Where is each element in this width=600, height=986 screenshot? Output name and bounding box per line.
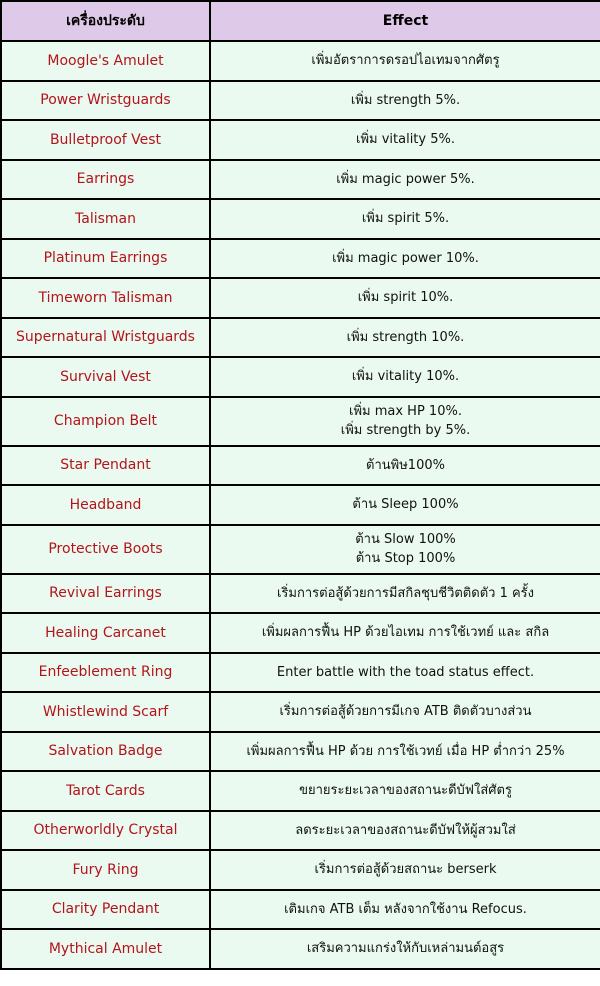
effect-line: เพิ่ม strength by 5%. [340,423,471,438]
effect-line: เพิ่มผลการฟื้น HP ด้วยไอเทม การใช้เวทย์ และ สกิล [261,625,550,641]
table-row [1,239,600,279]
table-row [1,574,600,614]
item-effect [210,318,600,358]
table-row [1,81,600,121]
effect-line: เพิ่ม strength 5%. [350,92,461,108]
effect-line: เพิ่ม magic power 5%. [336,171,475,187]
item-effect [210,732,600,772]
header-effect: Effect [210,1,600,41]
item-effect [210,525,600,574]
item-effect [210,397,600,446]
item-effect [210,81,600,121]
item-name: Protective Boots [1,525,210,574]
effect-line: Enter battle with the toad status effect. [276,664,535,680]
table-row [1,929,600,969]
item-effect [210,239,600,279]
item-name: Bulletproof Vest [1,120,210,160]
table-body [1,41,600,969]
effect-line: ต้านพิษ100% [366,457,445,473]
table-row [1,397,600,446]
header-item: เครื่องประดับ [1,1,210,41]
item-effect [210,278,600,318]
effect-line: เพิ่ม magic power 10%. [332,250,479,266]
item-effect [210,41,600,81]
item-effect [210,692,600,732]
item-name: Salvation Badge [1,732,210,772]
item-name: Platinum Earrings [1,239,210,279]
table-row [1,692,600,732]
item-effect [210,613,600,653]
table-row [1,890,600,930]
item-effect [210,653,600,693]
item-name: Revival Earrings [1,574,210,614]
item-name: Talisman [1,199,210,239]
item-name: Fury Ring [1,850,210,890]
effect-line: เสริมความแกร่งให้กับเหล่ามนต์อสูร [306,941,505,957]
table-row [1,850,600,890]
table-row [1,811,600,851]
effect-line: เพิ่มผลการฟื้น HP ด้วย การใช้เวทย์ เมื่อ HP ต่ำกว่า 25% [246,743,565,759]
item-name: Mythical Amulet [1,929,210,969]
effect-line: เพิ่ม vitality 5%. [356,132,455,148]
table-row [1,525,600,574]
table-row [1,653,600,693]
effect-line: เริ่มการต่อสู้ด้วยสถานะ berserk [314,862,497,878]
item-effect [210,199,600,239]
table-row [1,41,600,81]
item-effect [210,890,600,930]
item-effect [210,771,600,811]
table-row [1,120,600,160]
effect-line: เริ่มการต่อสู้ด้วยการมีสกิลชุบชีวิตติดตัว 1 ครั้ง [276,585,535,601]
item-name: Moogle's Amulet [1,41,210,81]
item-name: Healing Carcanet [1,613,210,653]
item-effect [210,446,600,486]
item-name: Power Wristguards [1,81,210,121]
item-effect [210,811,600,851]
effect-line: เริ่มการต่อสู้ด้วยการมีเกจ ATB ติดตัวบางส่วน [279,704,532,720]
item-effect [210,120,600,160]
item-name: Survival Vest [1,357,210,397]
table-row [1,446,600,486]
effect-line: เพิ่มอัตราการดรอปไอเทมจากศัตรู [311,53,500,69]
item-effect [210,357,600,397]
effect-line: ลดระยะเวลาของสถานะดีบัฟให้ผู้สวมใส่ [295,822,516,838]
table-row [1,732,600,772]
effect-line: เพิ่ม spirit 5%. [361,211,450,227]
table-row [1,485,600,525]
item-name: Whistlewind Scarf [1,692,210,732]
item-name: Star Pendant [1,446,210,486]
table-header [1,1,600,41]
item-effect [210,485,600,525]
item-name: Clarity Pendant [1,890,210,930]
item-effect [210,574,600,614]
table-row [1,357,600,397]
effect-line: ขยายระยะเวลาของสถานะดีบัฟใส่ศัตรู [299,783,512,799]
item-effect [210,160,600,200]
item-name: Earrings [1,160,210,200]
effect-line: ต้าน Stop 100% [355,551,456,566]
header-row [1,1,600,41]
effect-line: เติมเกจ ATB เต็ม หลังจากใช้งาน Refocus. [284,901,527,917]
effect-line: ต้าน Slow 100% [355,532,456,547]
item-name: Supernatural Wristguards [1,318,210,358]
table-row [1,771,600,811]
table-row [1,160,600,200]
effect-line: ต้าน Sleep 100% [352,497,459,513]
effect-line: เพิ่ม vitality 10%. [351,369,460,385]
item-name: Enfeeblement Ring [1,653,210,693]
item-name: Tarot Cards [1,771,210,811]
item-effect [210,929,600,969]
item-effect [210,850,600,890]
item-name: Otherworldly Crystal [1,811,210,851]
effect-line: เพิ่ม spirit 10%. [357,290,454,306]
table-row [1,613,600,653]
item-name: Timeworn Talisman [1,278,210,318]
effect-line: เพิ่ม strength 10%. [346,329,465,345]
item-name: Headband [1,485,210,525]
table-row [1,318,600,358]
item-name: Champion Belt [1,397,210,446]
table-row [1,199,600,239]
effect-line: เพิ่ม max HP 10%. [349,404,462,419]
table-row [1,278,600,318]
